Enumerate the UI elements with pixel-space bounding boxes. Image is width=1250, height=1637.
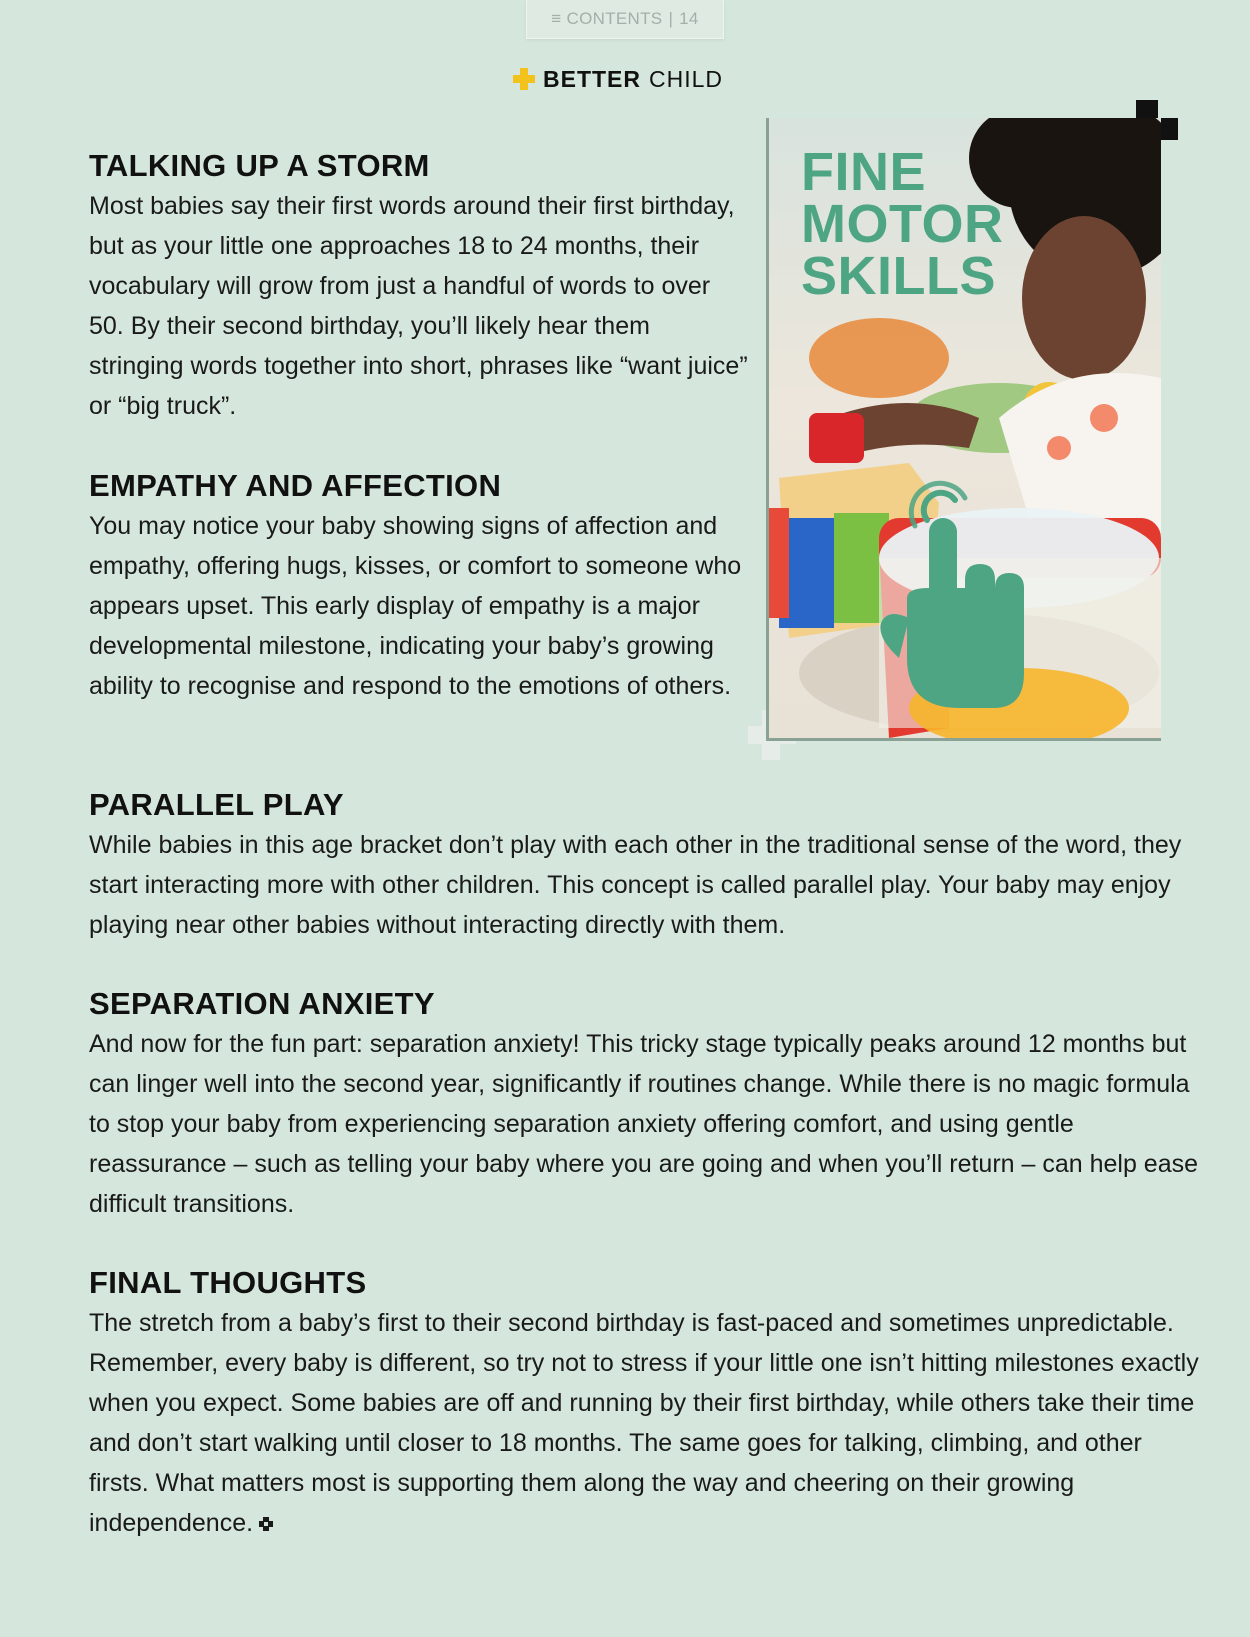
feature-image-title bbox=[801, 142, 1004, 306]
section-separation-anxiety bbox=[89, 984, 1199, 1224]
section-heading: EMPATHY AND AFFECTION bbox=[89, 468, 502, 503]
contents-tab[interactable] bbox=[526, 0, 724, 39]
section-heading: FINAL THOUGHTS bbox=[89, 1265, 367, 1300]
section-heading: PARALLEL PLAY bbox=[89, 787, 344, 822]
brand-logo bbox=[513, 64, 723, 94]
brand-word-child: CHILD bbox=[649, 65, 724, 92]
section-body: And now for the fun part: separation anxiety! This tricky stage typically peaks around 12 months but can linger well into the second year, significantly if routines change. While there is no magic formula to stop your baby from experiencing separation anxiety offering comfort, and using gentle reassurance – such as telling your baby where you are going and when you’ll return – can help ease difficult transitions. bbox=[89, 1030, 1199, 1218]
section-talking bbox=[89, 146, 749, 426]
feature-title-line: MOTOR bbox=[801, 194, 1004, 254]
section-body-text: The stretch from a baby’s first to their second birthday is fast-paced and sometimes unpredictable. Remember, every baby is different, so try not to stress if your little one isn’t hitting milestones exactly when you expect. Some babies are off and running by their first birthday, while others take their time and don’t start walking until closer to 18 months. The same goes for talking, climbing, and other firsts. What matters most is supporting them along the way and cheering on their growing independence. bbox=[89, 1309, 1199, 1537]
section-heading: TALKING UP A STORM bbox=[89, 148, 430, 183]
section-empathy bbox=[89, 466, 749, 706]
brand-word-better: BETTER bbox=[543, 65, 641, 92]
contents-label: ≡ CONTENTS bbox=[551, 9, 663, 28]
section-final-thoughts bbox=[89, 1263, 1199, 1543]
feature-image-frame bbox=[748, 100, 1180, 760]
plus-logo-icon bbox=[513, 68, 535, 90]
tab-divider: | bbox=[668, 9, 674, 28]
page-number: 14 bbox=[679, 9, 699, 28]
feature-title-line: FINE bbox=[801, 142, 927, 202]
section-parallel-play bbox=[89, 785, 1199, 945]
section-body: Most babies say their first words around their first birthday, but as your little one approaches 18 to 24 months, their vocabulary will grow from just a handful of words to over 50. By their second birthday, you’ll likely hear them stringing words together into short, phrases like “want juice” or “big truck”. bbox=[89, 192, 748, 420]
section-body bbox=[89, 1303, 1199, 1543]
toddler-playing-photo bbox=[766, 118, 1161, 741]
feature-title-line: SKILLS bbox=[801, 246, 997, 306]
end-of-article-icon bbox=[259, 1517, 273, 1531]
section-body: You may notice your baby showing signs of affection and empathy, offering hugs, kisses, or comfort to someone who appears upset. This early display of empathy is a major developmental milestone, indicating your baby’s growing ability to recognise and respond to the emotions of others. bbox=[89, 512, 742, 700]
section-body: While babies in this age bracket don’t play with each other in the traditional sense of the word, they start interacting more with other children. This concept is called parallel play. Your baby may enjoy playing near other babies without interacting directly with them. bbox=[89, 831, 1182, 939]
section-heading: SEPARATION ANXIETY bbox=[89, 986, 435, 1021]
